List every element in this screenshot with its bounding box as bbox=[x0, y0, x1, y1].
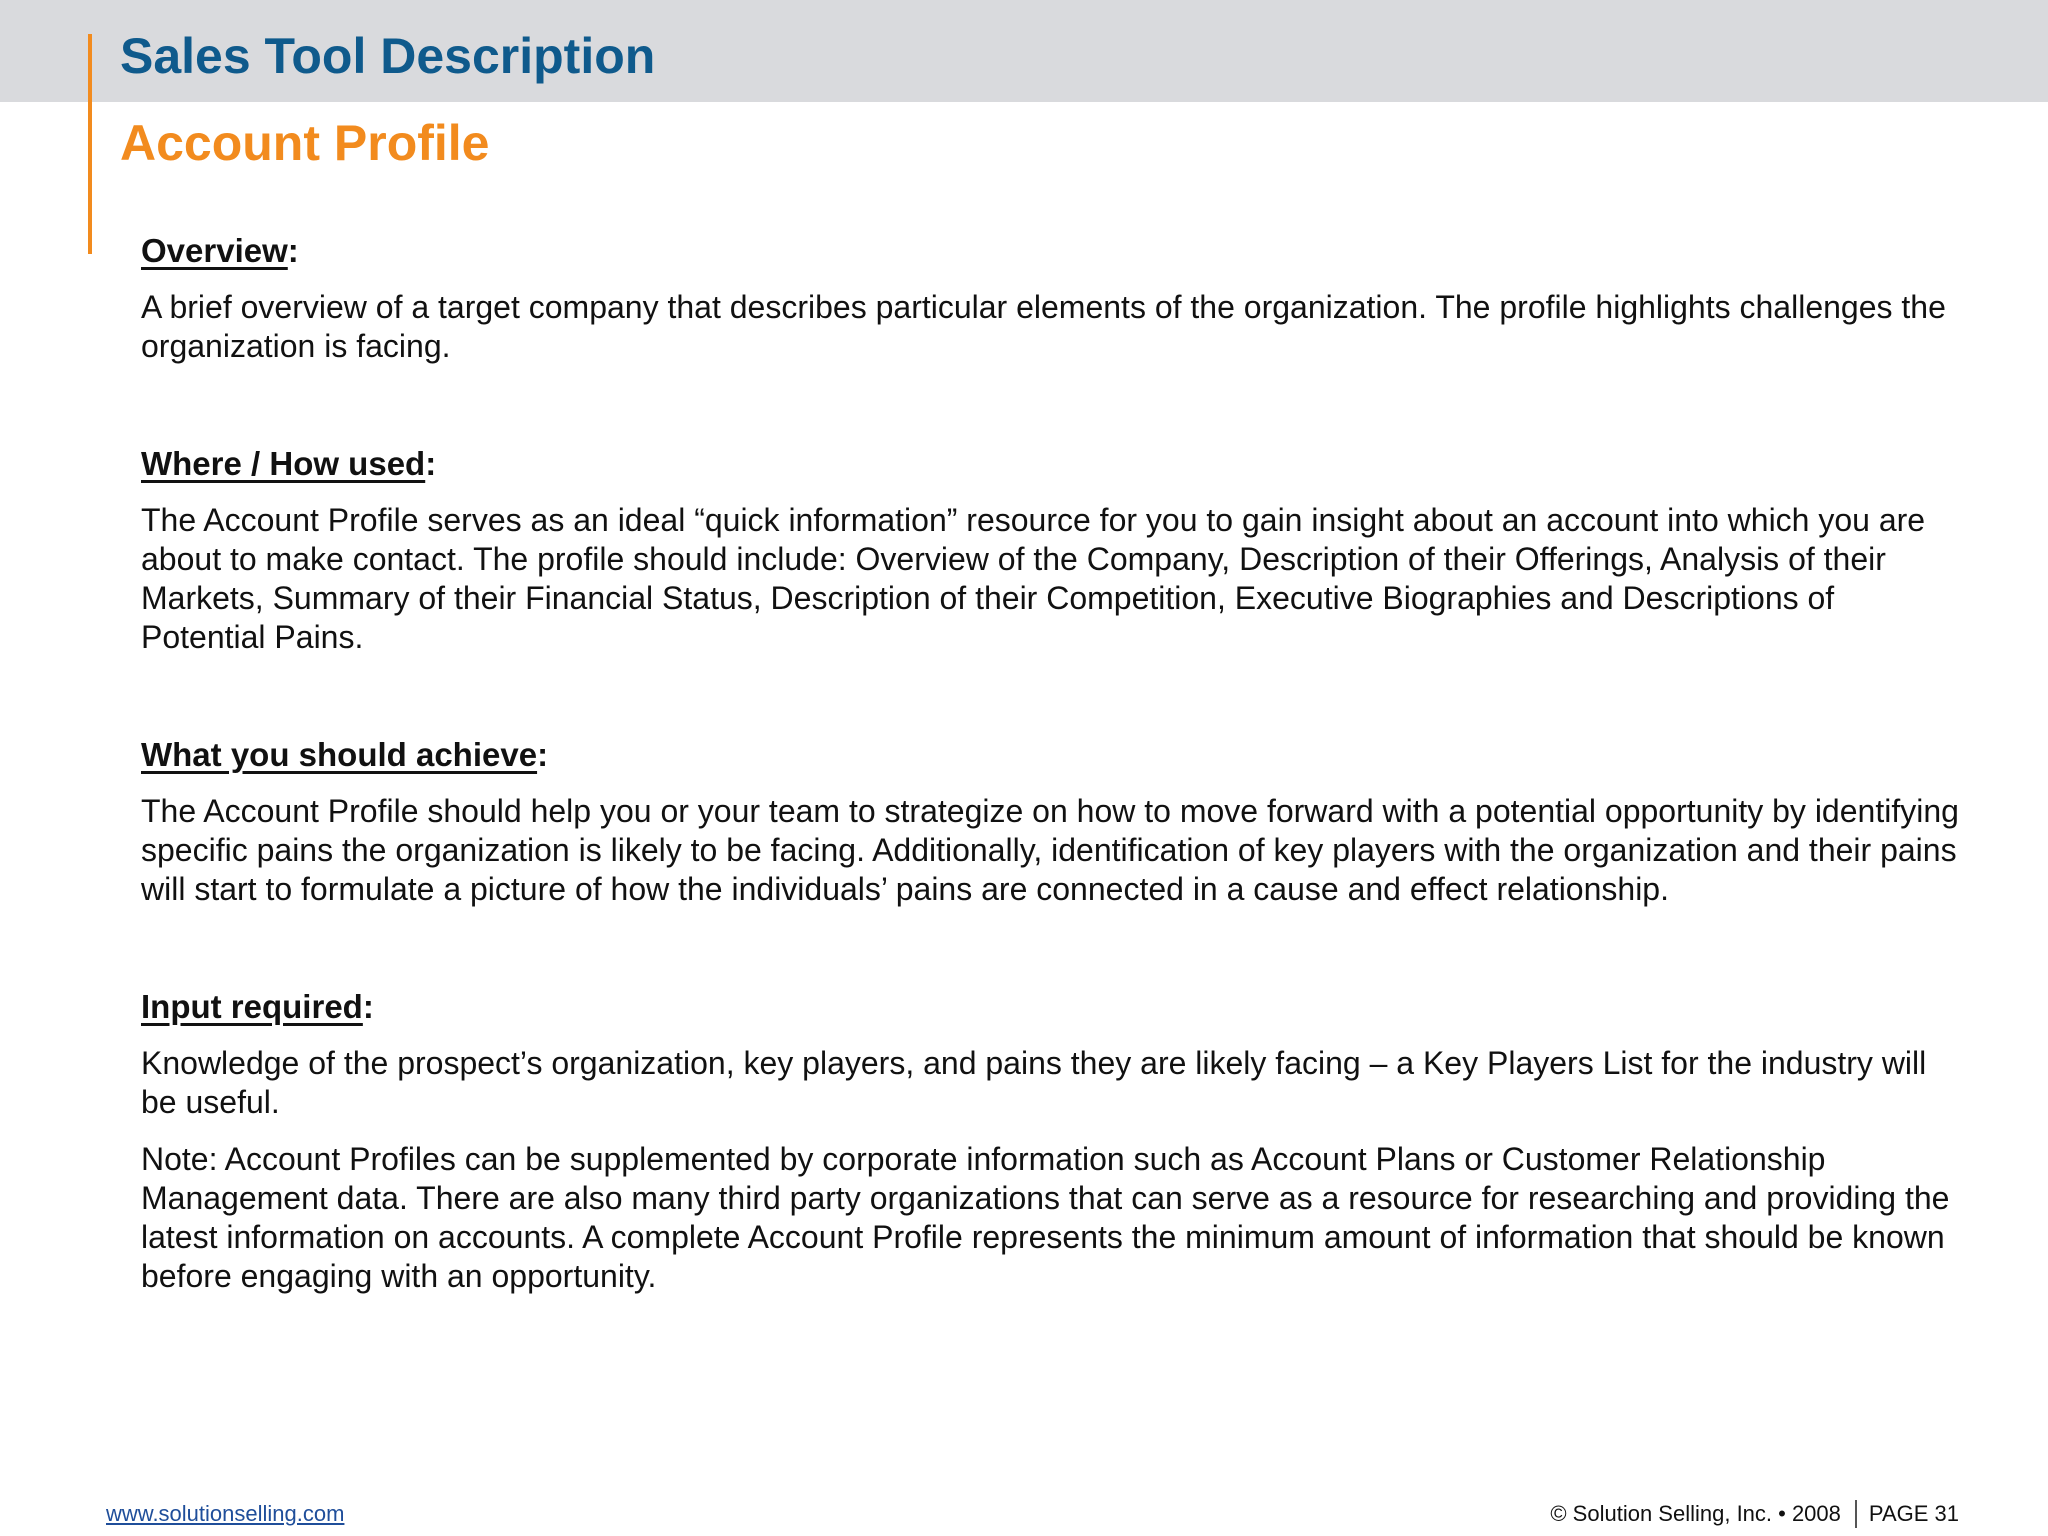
footer-divider bbox=[1855, 1500, 1857, 1528]
page-number: PAGE 31 bbox=[1868, 1501, 1959, 1526]
content-body bbox=[141, 228, 1961, 1296]
section-paragraph: The Account Profile should help you or your team to strategize on how to move forward with a potential opportunity by identifying specific pains the organization is likely to be facing. Additionally, identification of key players with the organization and their pains will start to formulate a picture of how the individuals’ pains are connected in a cause and effect relationship. bbox=[141, 793, 1959, 907]
section-heading: Input required: bbox=[141, 988, 374, 1025]
section-heading: Where / How used: bbox=[141, 445, 437, 482]
section-overview bbox=[141, 228, 1961, 366]
section-heading-text: Input required bbox=[141, 988, 363, 1025]
page-title: Sales Tool Description bbox=[120, 28, 656, 84]
section-heading: Overview: bbox=[141, 232, 299, 269]
section-heading-text: Where / How used bbox=[141, 445, 426, 482]
section-heading-text: What you should achieve bbox=[141, 736, 538, 773]
section-where-how-used bbox=[141, 441, 1961, 657]
section-paragraph: Knowledge of the prospect’s organization, key players, and pains they are likely facing – a Key Players List for the industry will be useful. bbox=[141, 1045, 1927, 1120]
footer bbox=[0, 1496, 2048, 1532]
section-what-you-should-achieve bbox=[141, 732, 1961, 909]
section-heading: What you should achieve: bbox=[141, 736, 549, 773]
copyright-text: © Solution Selling, Inc. • 2008 bbox=[1550, 1501, 1841, 1526]
section-note-paragraph: Note: Account Profiles can be supplemented by corporate information such as Account Plans or Customer Relationship Management data. There are also many third party organizations that can serve as a resource for researching and providing the latest information on accounts. A complete Account Profile represents the minimum amount of information that should be known before engaging with an opportunity. bbox=[141, 1141, 1950, 1294]
website-link[interactable]: www.solutionselling.com bbox=[106, 1501, 345, 1526]
section-paragraph: The Account Profile serves as an ideal “quick information” resource for you to gain insight about an account into which you are about to make contact. The profile should include: Overview of the Company, Description of their Offerings, Analysis of their Markets, Summary of their Financial Status, Description of their Competition, Executive Biographies and Descriptions of Potential Pains. bbox=[141, 502, 1926, 655]
section-input-required bbox=[141, 984, 1961, 1296]
section-paragraph: A brief overview of a target company that describes particular elements of the organization. The profile highlights challenges the organization is facing. bbox=[141, 289, 1946, 364]
page-subtitle: Account Profile bbox=[120, 115, 490, 171]
section-heading-text: Overview bbox=[141, 232, 288, 269]
footer-right bbox=[1550, 1496, 1959, 1532]
accent-bar bbox=[88, 34, 92, 254]
